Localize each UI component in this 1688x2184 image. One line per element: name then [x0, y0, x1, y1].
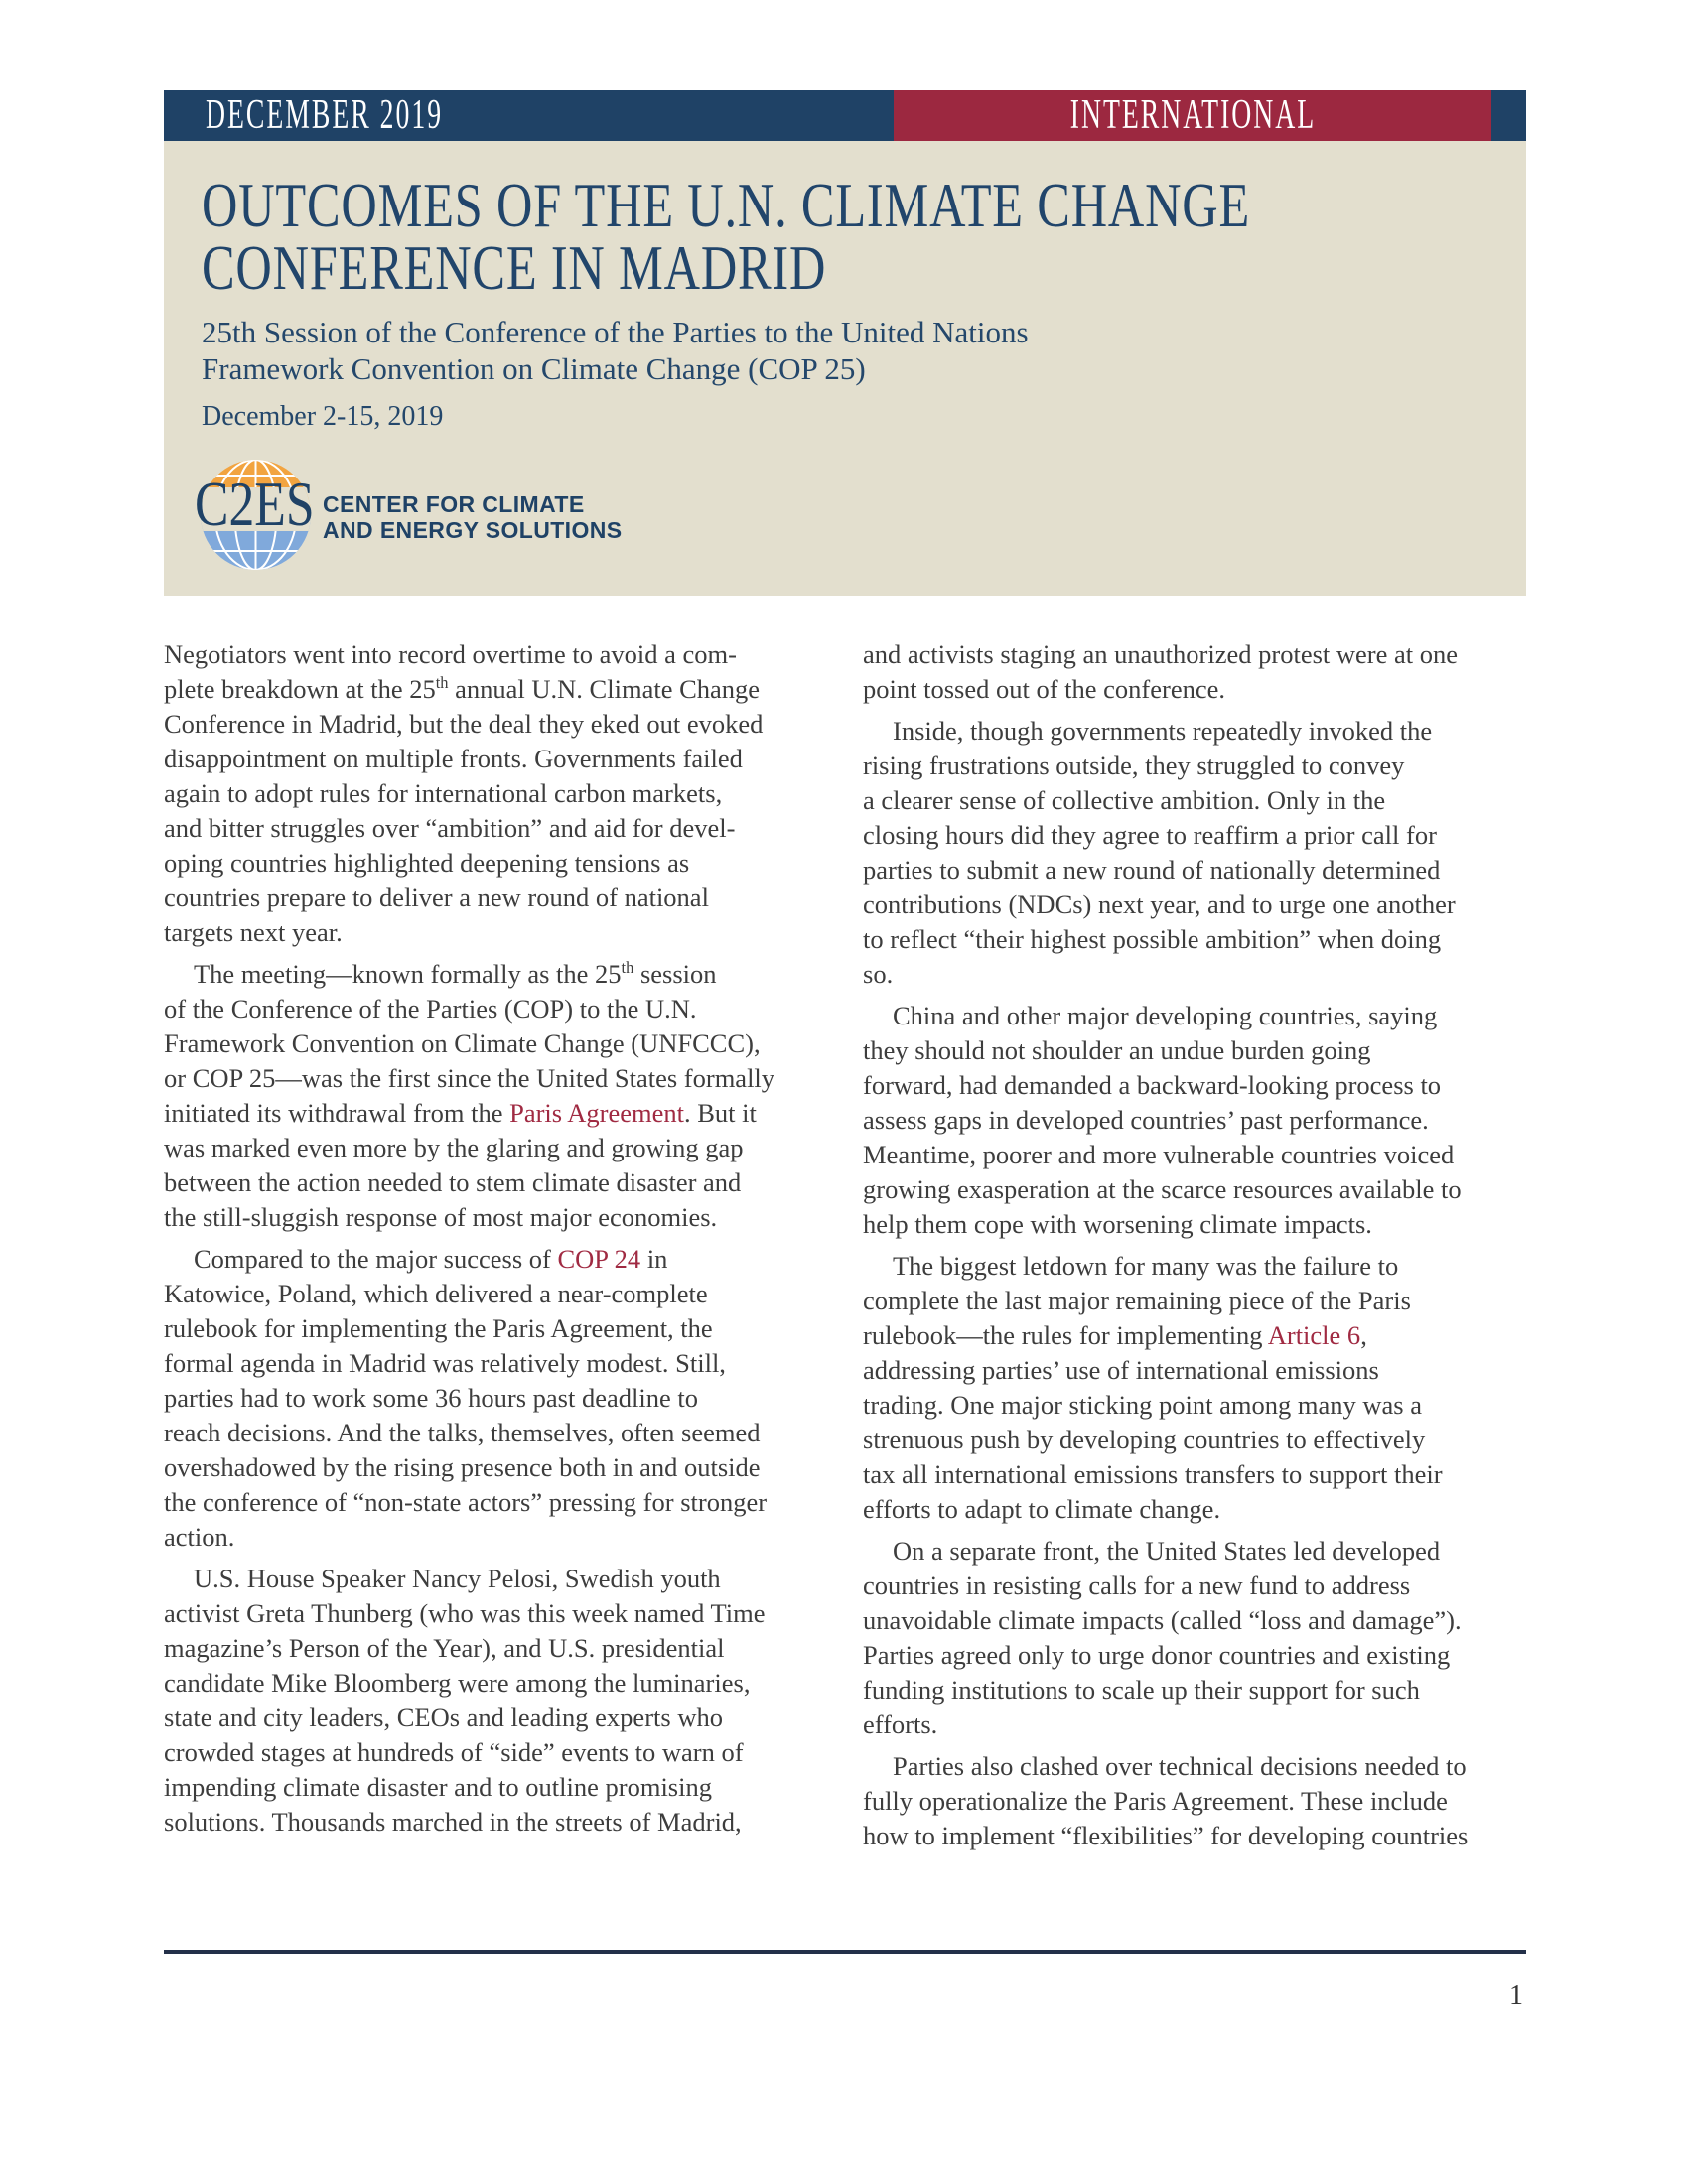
- text-line: rising frustrations outside, they struggled to convey: [863, 751, 1405, 780]
- paragraph: [164, 1242, 827, 1555]
- text-line: efforts to adapt to climate change.: [863, 1494, 1221, 1524]
- paragraph: [863, 1249, 1526, 1527]
- text-line: impending climate disaster and to outline promising: [164, 1772, 712, 1802]
- text-line: reach decisions. And the talks, themselves, often seemed: [164, 1418, 761, 1447]
- text-line: candidate Mike Bloomberg were among the luminaries,: [164, 1668, 751, 1698]
- text-line: rulebook—the rules for implementing Article 6,: [863, 1320, 1367, 1350]
- text-line: initiated its withdrawal from the Paris Agreement. But it: [164, 1098, 757, 1128]
- masthead-category-bar: [894, 90, 1491, 141]
- superscript: th: [435, 673, 449, 693]
- text-line: to reflect “their highest possible ambition” when doing: [863, 924, 1442, 954]
- text-line: unavoidable climate impacts (called “loss and damage”).: [863, 1605, 1462, 1635]
- text-line: countries prepare to deliver a new round of national: [164, 883, 709, 912]
- masthead-date-label: DECEMBER 2019: [206, 92, 444, 138]
- text-line: Conference in Madrid, but the deal they eked out evoked: [164, 709, 764, 739]
- paragraph: [164, 1562, 827, 1840]
- logo-acronym: C2ES: [195, 470, 315, 539]
- masthead: [164, 90, 1526, 141]
- text-line: action.: [164, 1522, 235, 1552]
- paragraph: [164, 957, 827, 1235]
- text-line: the conference of “non-state actors” pressing for stronger: [164, 1487, 768, 1517]
- text-line: so.: [863, 959, 894, 989]
- report-title-line-2: CONFERENCE IN MADRID: [202, 233, 827, 303]
- text-line: strenuous push by developing countries to effectively: [863, 1425, 1426, 1454]
- paragraph: [863, 999, 1526, 1242]
- text-line: point tossed out of the conference.: [863, 674, 1225, 704]
- text-line: help them cope with worsening climate impacts.: [863, 1209, 1372, 1239]
- logo-org-name: [323, 491, 623, 543]
- text-line: Katowice, Poland, which delivered a near-complete: [164, 1279, 708, 1308]
- text-line: addressing parties’ use of international emissions: [863, 1355, 1379, 1385]
- page-number: 1: [1509, 1980, 1523, 2011]
- inline-link[interactable]: Paris Agreement: [509, 1098, 684, 1128]
- text-line: assess gaps in developed countries’ past performance.: [863, 1105, 1429, 1135]
- text-line: disappointment on multiple fronts. Governments failed: [164, 744, 743, 773]
- c2es-logo: [195, 460, 717, 570]
- text-line: China and other major developing countries, saying: [893, 1001, 1438, 1030]
- text-line: and activists staging an unauthorized protest were at one: [863, 639, 1459, 669]
- text-line: The biggest letdown for many was the failure to: [893, 1251, 1399, 1281]
- text-line: the still-sluggish response of most major economies.: [164, 1202, 718, 1232]
- right-column: [863, 637, 1526, 1853]
- text-line: tax all international emissions transfers to support their: [863, 1459, 1443, 1489]
- text-line: targets next year.: [164, 917, 343, 947]
- text-line: efforts.: [863, 1709, 938, 1739]
- text-line: of the Conference of the Parties (COP) to the U.N.: [164, 994, 697, 1024]
- text-line: On a separate front, the United States led developed: [893, 1536, 1441, 1566]
- masthead-category-label: INTERNATIONAL: [1069, 92, 1316, 138]
- text-line: plete breakdown at the 25th annual U.N. Climate Change: [164, 673, 761, 704]
- paragraph: [863, 637, 1526, 707]
- text-line: they should not shoulder an undue burden going: [863, 1035, 1371, 1065]
- text-line: Negotiators went into record overtime to avoid a com-: [164, 639, 737, 669]
- text-line: and bitter struggles over “ambition” and aid for devel-: [164, 813, 736, 843]
- text-line: Inside, though governments repeatedly invoked the: [893, 716, 1433, 746]
- paragraph: [164, 637, 827, 950]
- left-column: [164, 637, 827, 1853]
- report-subtitle-line-1: 25th Session of the Conference of the Parties to the United Nations: [202, 315, 1029, 349]
- report-subtitle-line-2: Framework Convention on Climate Change (COP 25): [202, 351, 866, 386]
- text-line: fully operationalize the Paris Agreement. These include: [863, 1786, 1448, 1816]
- text-line: between the action needed to stem climate disaster and: [164, 1167, 742, 1197]
- text-line: or COP 25—was the first since the United States formally: [164, 1063, 775, 1093]
- text-line: countries in resisting calls for a new fund to address: [863, 1570, 1411, 1600]
- text-line: Compared to the major success of COP 24 in: [194, 1244, 668, 1274]
- text-line: state and city leaders, CEOs and leading experts who: [164, 1703, 723, 1732]
- text-line: Meantime, poorer and more vulnerable countries voiced: [863, 1140, 1455, 1169]
- inline-link[interactable]: COP 24: [557, 1244, 641, 1274]
- logo-org-name-line-1: CENTER FOR CLIMATE: [323, 491, 585, 517]
- text-line: rulebook for implementing the Paris Agreement, the: [164, 1313, 713, 1343]
- report-title: [202, 171, 1526, 303]
- text-line: U.S. House Speaker Nancy Pelosi, Swedish youth: [194, 1564, 721, 1593]
- text-line: magazine’s Person of the Year), and U.S. presidential: [164, 1633, 725, 1663]
- text-line: was marked even more by the glaring and growing gap: [164, 1133, 744, 1162]
- text-line: overshadowed by the rising presence both in and outside: [164, 1452, 761, 1482]
- footer-rule: [164, 1950, 1526, 1954]
- text-line: forward, had demanded a backward-looking process to: [863, 1070, 1442, 1100]
- text-line: Parties agreed only to urge donor countries and existing: [863, 1640, 1451, 1670]
- article-body: [164, 637, 1526, 1853]
- text-line: activist Greta Thunberg (who was this week named Time: [164, 1598, 766, 1628]
- masthead-date-bar: [164, 90, 894, 141]
- text-line: trading. One major sticking point among many was a: [863, 1390, 1423, 1420]
- inline-link[interactable]: Article 6: [1267, 1320, 1361, 1350]
- logo-org-name-line-2: AND ENERGY SOLUTIONS: [323, 517, 623, 543]
- text-line: complete the last major remaining piece of the Paris: [863, 1286, 1411, 1315]
- paragraph: [863, 1749, 1526, 1853]
- text-line: funding institutions to scale up their support for such: [863, 1675, 1420, 1705]
- text-line: Framework Convention on Climate Change (UNFCCC),: [164, 1028, 761, 1058]
- text-line: contributions (NDCs) next year, and to urge one another: [863, 889, 1456, 919]
- text-line: parties to submit a new round of nationally determined: [863, 855, 1441, 885]
- report-title-line-1: OUTCOMES OF THE U.N. CLIMATE CHANGE: [202, 171, 1251, 240]
- text-line: formal agenda in Madrid was relatively modest. Still,: [164, 1348, 726, 1378]
- text-line: crowded stages at hundreds of “side” events to warn of: [164, 1737, 744, 1767]
- text-line: how to implement “flexibilities” for developing countries: [863, 1821, 1469, 1850]
- text-line: closing hours did they agree to reaffirm a prior call for: [863, 820, 1437, 850]
- text-line: parties had to work some 36 hours past deadline to: [164, 1383, 698, 1413]
- text-line: a clearer sense of collective ambition. Only in the: [863, 785, 1386, 815]
- report-header-panel: [164, 141, 1526, 596]
- text-line: oping countries highlighted deepening tensions as: [164, 848, 690, 878]
- text-line: growing exasperation at the scarce resources available to: [863, 1174, 1462, 1204]
- paragraph: [863, 1534, 1526, 1742]
- text-line: solutions. Thousands marched in the streets of Madrid,: [164, 1807, 742, 1837]
- text-line: Parties also clashed over technical decisions needed to: [893, 1751, 1467, 1781]
- report-date-range: December 2-15, 2019: [202, 401, 444, 432]
- masthead-endcap: [1491, 90, 1526, 141]
- text-line: The meeting—known formally as the 25th session: [194, 958, 717, 989]
- report-subtitle: [202, 314, 1526, 387]
- paragraph: [863, 714, 1526, 992]
- text-line: again to adopt rules for international carbon markets,: [164, 778, 723, 808]
- superscript: th: [621, 958, 634, 978]
